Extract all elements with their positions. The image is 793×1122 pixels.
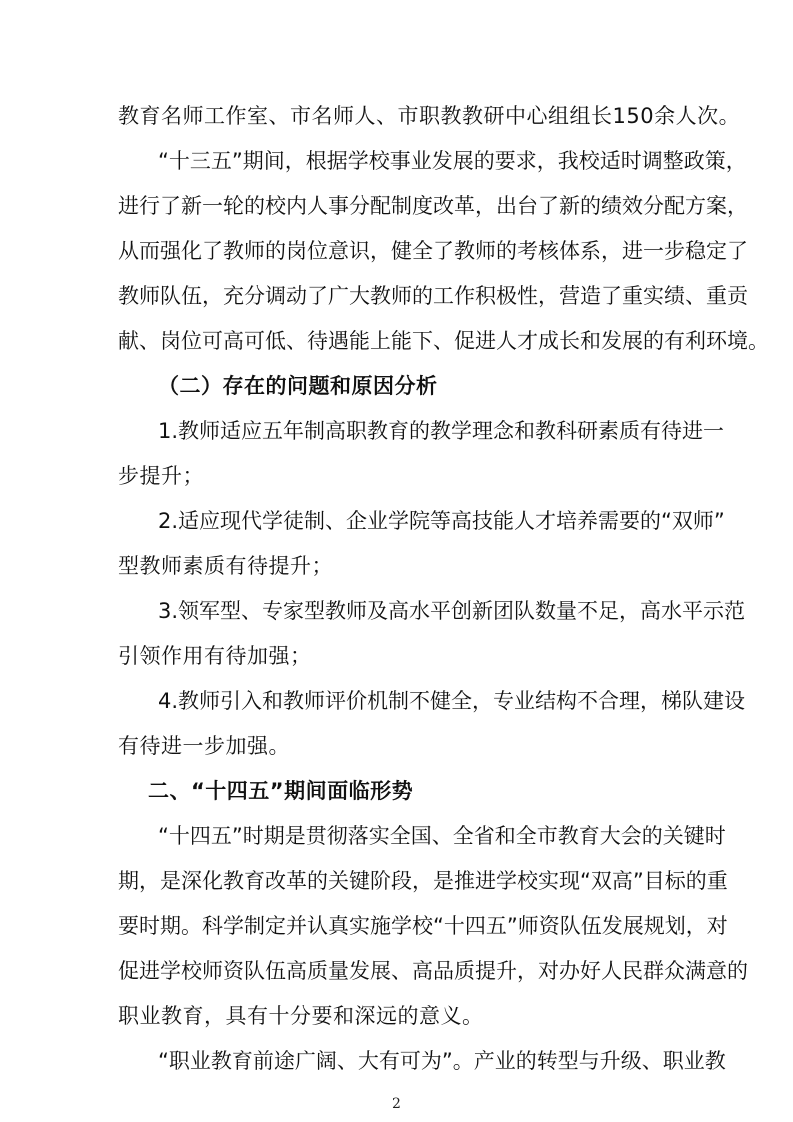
body-line: “十三五”期间，根据学校事业发展的要求，我校适时调整政策， — [158, 149, 747, 173]
list-item: 1.教师适应五年制高职教育的教学理念和教科研素质有待进一 — [158, 419, 725, 443]
body-line: 进行了新一轮的校内人事分配制度改革，出台了新的绩效分配方案， — [118, 194, 748, 218]
list-item-continuation: 有待进一步加强。 — [118, 734, 290, 758]
body-line: 要时期。科学制定并认真实施学校“十四五”师资队伍发展规划，对 — [118, 914, 728, 938]
body-line: 职业教育，具有十分要和深远的意义。 — [118, 1004, 484, 1028]
body-line: 期，是深化教育改革的关键阶段，是推进学校实现“双高”目标的重 — [118, 869, 728, 893]
body-line: “职业教育前途广阔、大有可为”。产业的转型与升级、职业教 — [158, 1049, 726, 1073]
list-item-continuation: 引领作用有待加强； — [118, 644, 312, 668]
section-heading: 二、“十四五”期间面临形势 — [148, 779, 414, 803]
list-item: 3.领军型、专家型教师及高水平创新团队数量不足，高水平示范 — [158, 599, 746, 623]
body-line: 教师队伍，充分调动了广大教师的工作积极性，营造了重实绩、重贡 — [118, 284, 748, 308]
list-item-continuation: 型教师素质有待提升； — [118, 554, 333, 578]
body-line: 促进学校师资队伍高质量发展、高品质提升，对办好人民群众满意的 — [118, 959, 748, 983]
body-line: 从而强化了教师的岗位意识，健全了教师的考核体系，进一步稳定了 — [118, 239, 748, 263]
section-subheading: （二）存在的问题和原因分析 — [158, 374, 438, 398]
body-line: “十四五”时期是贯彻落实全国、全省和全市教育大会的关键时 — [158, 824, 726, 848]
list-item: 4.教师引入和教师评价机制不健全，专业结构不合理，梯队建设 — [158, 689, 746, 713]
page-number: 2 — [392, 1096, 401, 1112]
body-line: 献、岗位可高可低、待遇能上能下、促进人才成长和发展的有利环境。 — [118, 329, 769, 353]
body-line: 教育名师工作室、市名师人、市职教教研中心组组长150余人次。 — [118, 104, 741, 128]
list-item-continuation: 步提升； — [118, 464, 204, 488]
list-item: 2.适应现代学徒制、企业学院等高技能人才培养需要的“双师” — [158, 509, 725, 533]
